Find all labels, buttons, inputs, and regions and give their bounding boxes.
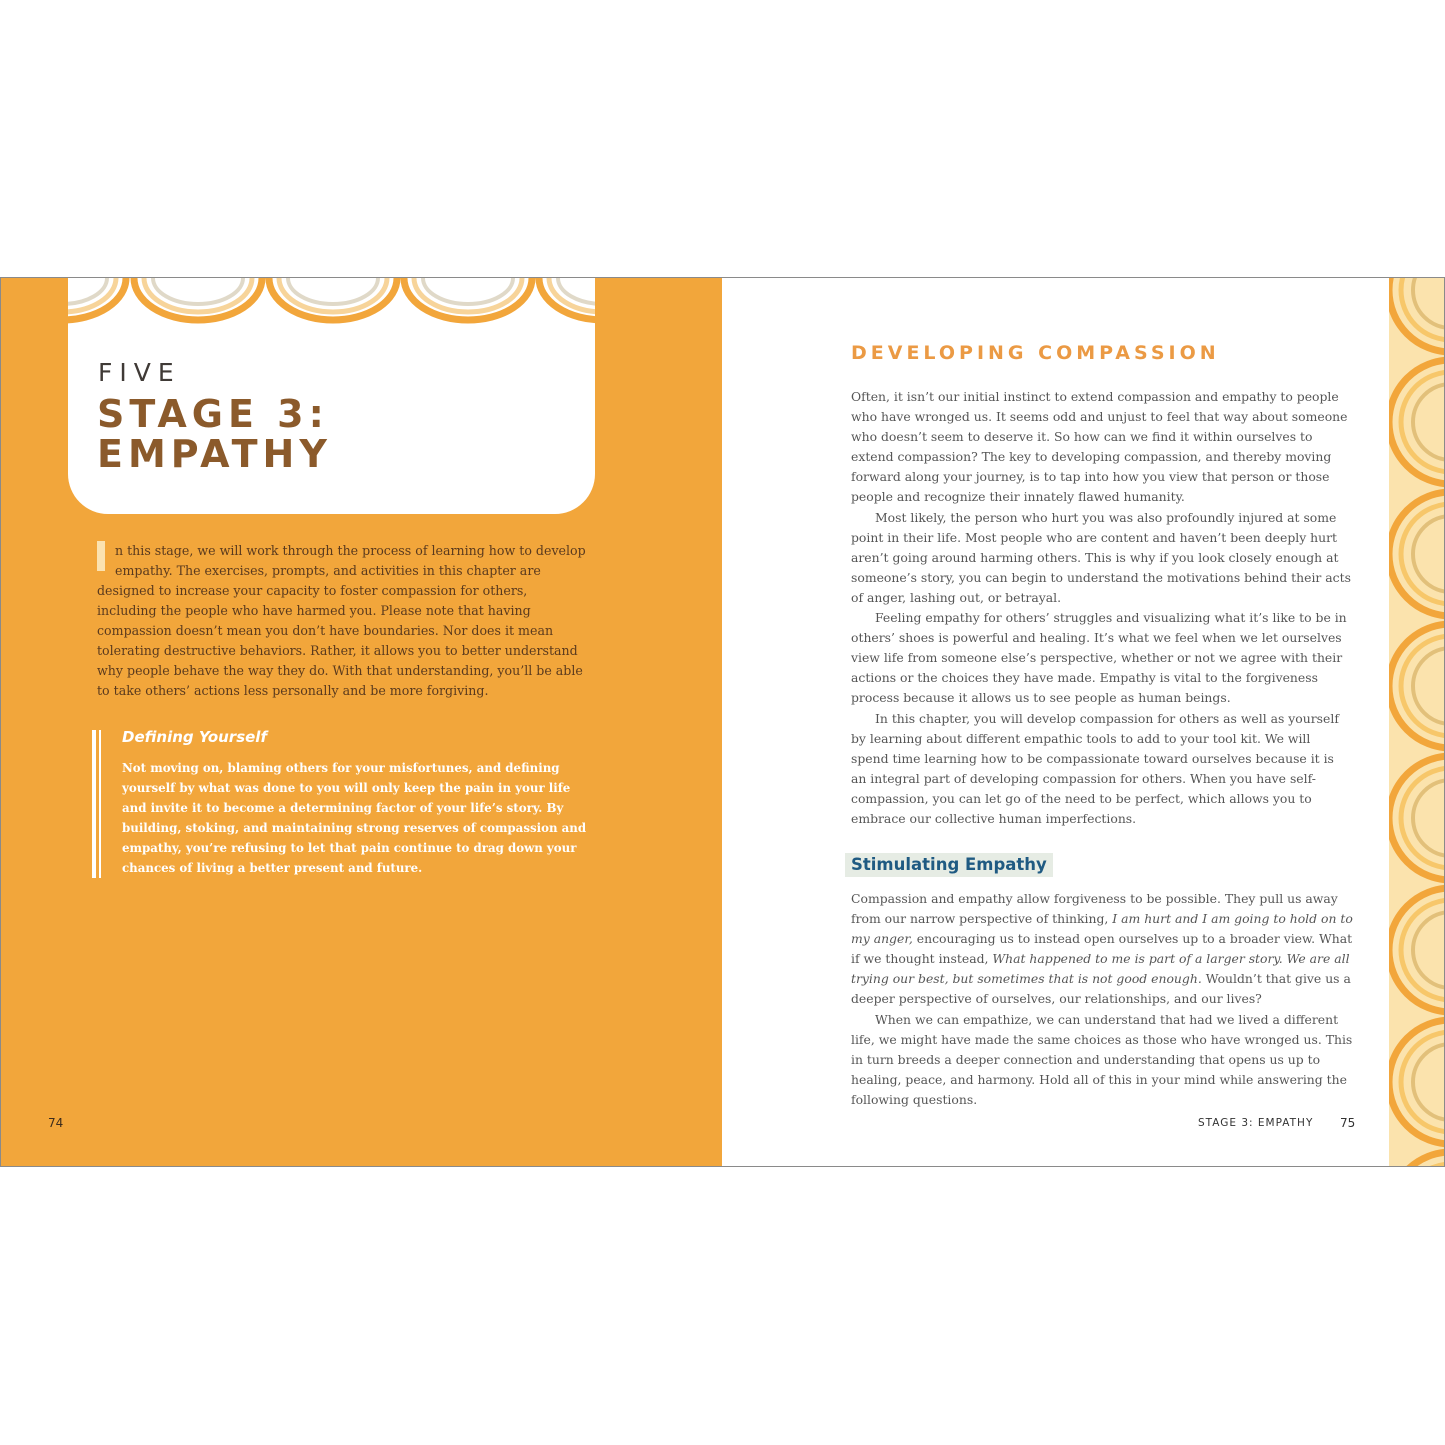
chapter-intro [97, 541, 587, 701]
running-head: STAGE 3: EMPATHY [1198, 1117, 1314, 1129]
chapter-title [97, 394, 332, 474]
body-paragraph: Often, it isn’t our initial instinct to extend compassion and empathy to people who have wronged us. It seems odd and unjust to feel that way about someone who doesn’t seem to deserve it. So how can we find it within ourselves to extend compassion? The key to developing compassion, and thereby moving forward along your journey, is to tap into how you view that person or those people and recognize their innately flawed humanity. [851, 389, 1348, 505]
body-paragraph: When we can empathize, we can understand that had we lived a different life, we might have made the same choices as those who have wronged us. This in turn breeds a deeper connection and understanding that opens us up to healing, peace, and harmony. Hold all of this in your mind while answering the following questions. [851, 1011, 1353, 1107]
italic-text-run: What happened to me is part of a larger story. We are all trying our best, but sometimes that is not good enough. [851, 951, 1350, 987]
arch-decoration [68, 278, 595, 324]
sidebar-rule-thin [99, 730, 101, 878]
text-run: Compassion and empathy allow forgiveness to be possible. They pull us away from our narrow perspective of thinking, [851, 891, 1338, 927]
subheading: Stimulating Empathy [851, 855, 1047, 874]
arch-pattern [1389, 278, 1444, 1166]
section-heading: DEVELOPING COMPASSION [851, 342, 1220, 364]
chapter-title-line-2: EMPATHY [97, 432, 332, 476]
page-number-left: 74 [48, 1116, 64, 1130]
body-paragraph [851, 889, 1355, 1010]
italic-text-run: I am hurt and I am going to hold on to my anger, [851, 911, 1353, 947]
subheading-highlight [845, 853, 1053, 877]
chapter-title-line-1: STAGE 3: [97, 392, 329, 436]
page-number-right: 75 [1340, 1116, 1356, 1130]
chapter-number: FIVE [98, 358, 181, 387]
sidebar-heading: Defining Yourself [122, 728, 267, 746]
drop-cap-bar [97, 541, 105, 571]
text-run: encouraging us to instead open ourselves up to a broader view. What if we thought instead, [851, 931, 1353, 967]
subsection-body [851, 889, 1355, 1110]
sidebar-callout [92, 730, 597, 878]
sidebar-text: Not moving on, blaming others for your misfortunes, and defining yourself by what was done to you will only keep the pain in your life and invite it to become a determining factor of your life’s story. By building, stoking, and maintaining strong reserves of compassion and empathy, you’re refusing to let that pain continue to drag down your chances of living a better present and future. [122, 761, 587, 875]
left-page [1, 278, 722, 1166]
book-spread [0, 277, 1445, 1167]
body-paragraph: Feeling empathy for others’ struggles and visualizing what it’s like to be in others’ shoes is powerful and healing. It’s what we feel when we let ourselves view life from someone else’s perspective, whether or not we agree with their actions or the choices they have made. Empathy is vital to the forgiveness process because it allows us to see people as human beings. [851, 610, 1347, 706]
chapter-title-card [68, 278, 595, 514]
body-paragraph: Most likely, the person who hurt you was also profoundly injured at some point in their life. Most people who are content and haven’t been deeply hurt aren’t going around harming others. This is why if you look closely enough at someone’s story, you can begin to understand the motivations behind their acts of anger, lashing out, or betrayal. [851, 509, 1351, 605]
intro-paragraph: n this stage, we will work through the process of learning how to develop empathy. The exercises, prompts, and activities in this chapter are designed to increase your capacity to foster compassion for others, including the people who have harmed you. Please note that having compassion doesn’t mean you don’t have boundaries. Nor does it mean tolerating destructive behaviors. Rather, it allows you to better understand why people behave the way they do. With that understanding, you’ll be able to take others’ actions less personally and be more forgiving. [97, 543, 586, 698]
sidebar-rule [92, 730, 96, 878]
body-paragraph: In this chapter, you will develop compassion for others as well as yourself by learning about different empathic tools to add to your tool kit. We will spend time learning how to be compassionate toward ourselves because it is an integral part of developing compassion for others. When you have self-compassion, you can let go of the need to be perfect, which allows you to embrace our collective human imperfections. [851, 710, 1339, 826]
text-run: Wouldn’t that give us a deeper perspective of ourselves, our relationships, and our lives? [851, 971, 1351, 1007]
right-page [722, 278, 1444, 1166]
decorative-strip [1389, 278, 1444, 1166]
section-body [851, 387, 1351, 829]
